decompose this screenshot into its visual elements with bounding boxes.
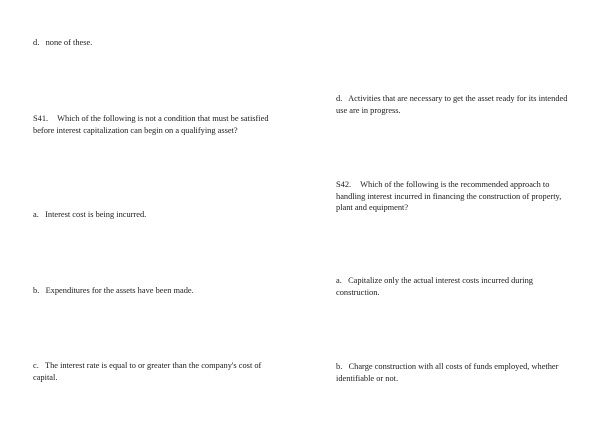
option-label: a. [33, 210, 39, 219]
s41-option-c [33, 360, 269, 383]
s41-option-d [336, 93, 572, 116]
option-text: Charge construction with all costs of funds employed, whether identifiable or not. [336, 362, 559, 383]
s41-option-a [33, 209, 269, 221]
option-text: Interest cost is being incurred. [45, 210, 147, 219]
s42-option-a [336, 275, 572, 298]
option-text: Expenditures for the assets have been made. [45, 286, 194, 295]
option-label: d. [33, 38, 40, 47]
question-text: Which of the following is not a condition that must be satisfied before interest capitalization can begin on a qualifying asset? [33, 114, 269, 135]
option-label: a. [336, 276, 342, 285]
option-text: none of these. [45, 38, 93, 47]
s41-option-b [33, 285, 269, 297]
option-label: d. [336, 94, 343, 103]
question-s42 [336, 179, 572, 214]
option-text: Capitalize only the actual interest costs incurred during construction. [336, 276, 533, 297]
option-label: c. [33, 361, 39, 370]
prev-question-option-d [33, 37, 269, 49]
option-text: Activities that are necessary to get the asset ready for its intended use are in progress. [336, 94, 568, 115]
option-text: The interest rate is equal to or greater than the company's cost of capital. [33, 361, 262, 382]
question-text: Which of the following is the recommended approach to handling interest incurred in financing the construction of property, plant and equipment? [336, 180, 562, 212]
s42-option-b [336, 361, 572, 384]
question-number: S42. [336, 180, 352, 189]
question-number: S41. [33, 114, 49, 123]
option-label: b. [336, 362, 343, 371]
question-s41 [33, 113, 269, 136]
option-label: b. [33, 286, 40, 295]
